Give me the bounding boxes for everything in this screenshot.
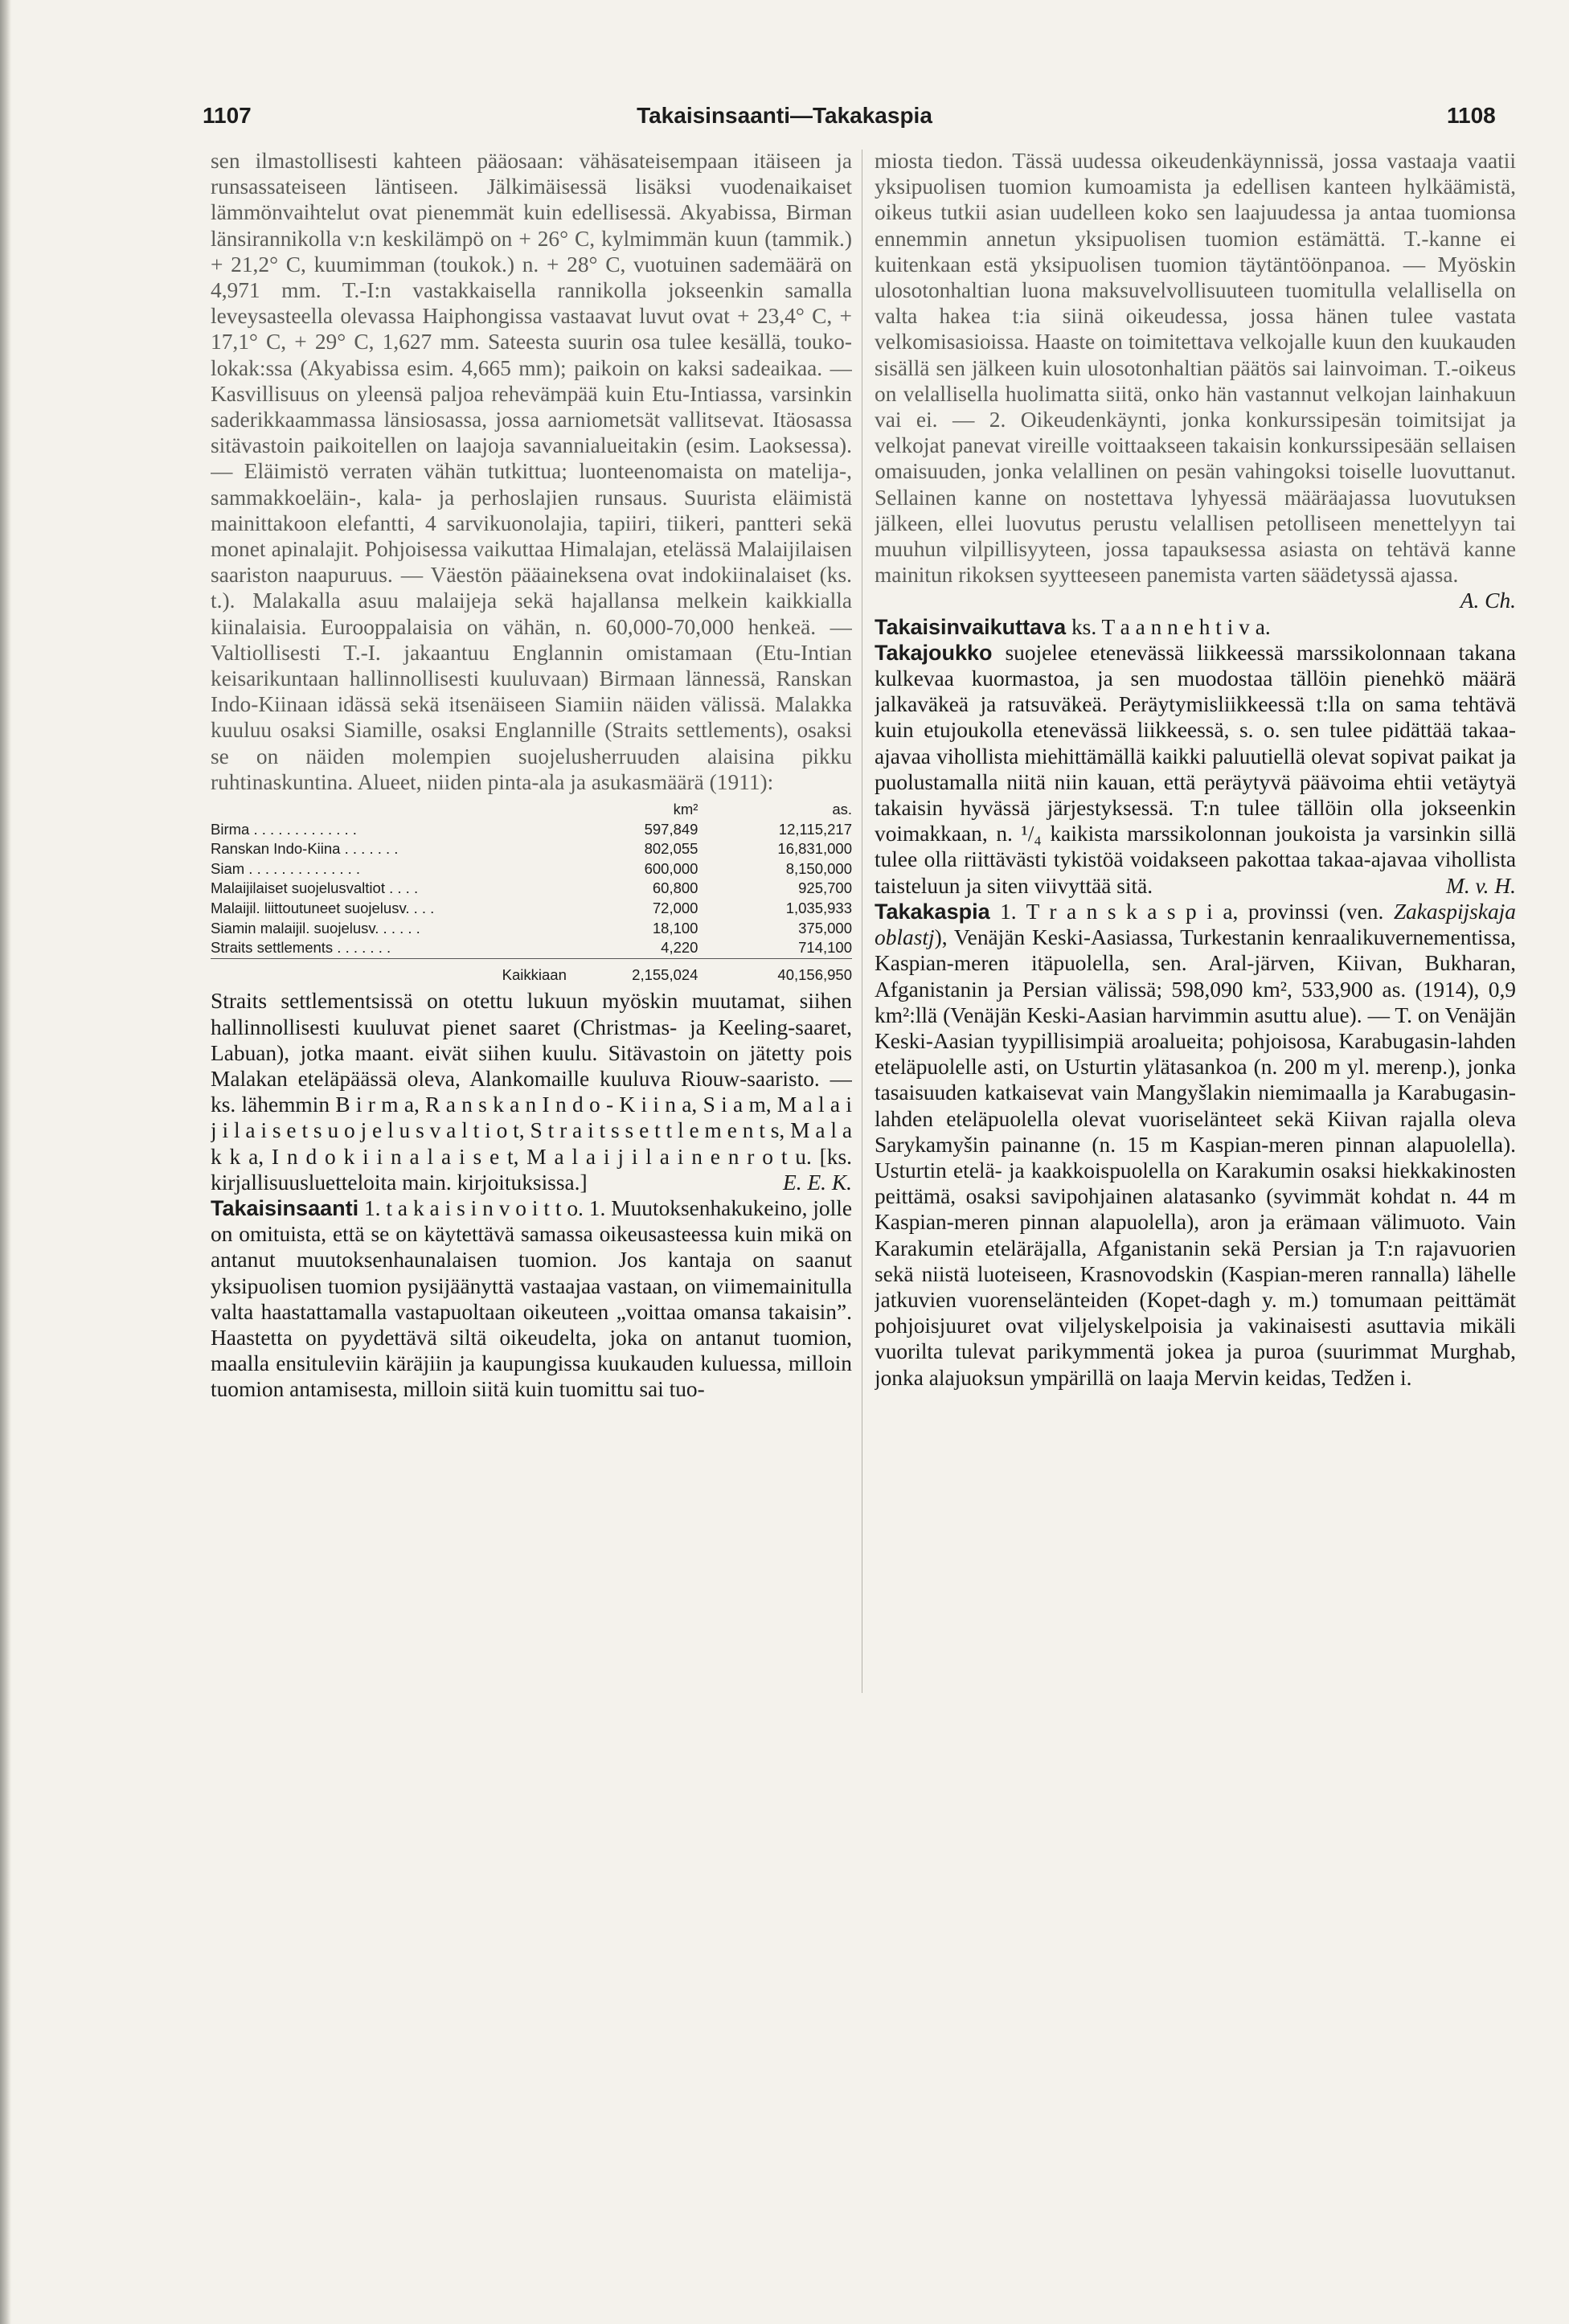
table-row	[211, 899, 852, 919]
article-continuation-text: sen ilmastollisesti kahteen pääosaan: vähäsateisempaan itäiseen ja runsassateiseen läntiseen. Jälkimäisessä lisäksi vuodenaikaiset lämmönvaihtelut ovat pienemmät kuin edellisessä. Akyabissa, Birman länsirannikolla v:n keskilämpö on + 26° C, kylmimmän kuun (tammik.) + 21,2° C, kuumimman (toukok.) n. + 28° C, vuotuinen sademäärä on 4,971 mm. T.-I:n vastakkaisella rannikolla jokseenkin samalla leveysasteella olevassa Haiphongissa vastaavat luvut ovat + 23,4° C, + 17,1° C, + 29° C, 1,627 mm. Sateesta suurin osa tulee kesällä, touko-lokak:ssa (Akyabissa esim. 4,665 mm); paikoin on kaksi sadeaikaa. — Kasvillisuus on yleensä paljoa rehevämpää kuin Etu-Intiassa, varsinkin saderikkaammassa länsiosassa, jossa aarniometsät vallitsevat. Itäosassa sitävastoin paikoitellen on laajoja savannialueitakin (esim. Laoksessa). — Eläimistö verraten vähän tutkittua; luonteenomaista on matelija-, sammakkoeläin-, kala- ja perhoslajien runsaus. Suurista eläimistä mainittakoon elefantti, 4 sarvikuonolajia, tapiiri, tiikeri, pantteri sekä monet apinalajit. Pohjoisessa vaikuttaa Himalajan, etelässä Malaijilaisen saariston naapuruus. — Väestön pääaineksena ovat indokiinalaiset (ks. t.). Malakalla asuu malaijeja sekä hajallansa melkein kaikkialla kiinalaisia. Eurooppalaisia on vähän, n. 60,000-70,000 henkeä. — Valtiollisesti T.-I. jakaantuu Englannin omistamaan (Etu-Intian keisarikuntaan hallinnollisesti kuuluvaan) Birmaan lännessä, Ranskan Indo-Kiinaan idässä sekä itsenäiseen Siamiin näiden välissä. Malakka kuuluu osaksi Siamille, osaksi Englannille (Straits settlements), osaksi se on näiden molempien suojelusherruuden alaisina pikku ruhtinaskuntina. Alueet, niiden pinta-ala ja asukasmäärä (1911):	[211, 149, 852, 794]
page-number-right: 1108	[1447, 103, 1496, 128]
region-area: 18,100	[652, 919, 698, 937]
entry-headword: Takaisinsaanti	[211, 1196, 359, 1221]
total-population: 40,156,950	[698, 958, 852, 985]
entry-takaisinsaanti	[211, 1195, 852, 1403]
entry-continuation	[875, 148, 1516, 613]
header-population: as.	[832, 801, 852, 818]
table-row	[211, 820, 852, 840]
table-row	[211, 859, 852, 879]
author-signature: E. E. K.	[783, 1170, 852, 1195]
entry-cross-reference: ks. T a a n n e h t i v a.	[1071, 614, 1271, 639]
entry-body: suojelee etenevässä liikkeessä marssikolonnaan takana kulkevaa kuormastoa, ja sen muodostaa tällöin pienehkö määrä jalkaväkeä ja ratsuväkeä. Peräytymisliikkeessä t:lla on sama tehtävä kuin etujoukolla etenevässä liikkeessä, s. o. sen tulee pidättää takaa-ajavaa vihollista miehittämällä kaikki paluutiellä olevat sopivat paikat ja puolustamalla niitä niin kauan, että peräytyvä päävoima ehtii vetäytyä takaisin hyvässä järjestyksessä. T:n tulee tällöin olla jokseenkin voimakkaan, n. ¹/₄ kaikista marssikolonnan joukoista ja varsinkin sillä tulee olla riittävästi tykistöä voidakseen pakottaa takaa-ajavaa vihollista taisteluun ja siten viivyttää sitä.	[875, 640, 1516, 898]
continuation-text: miosta tiedon. Tässä uudessa oikeudenkäynnissä, jossa vastaaja vaatii yksipuolisen tuomion kumoamista ja edellisen kanteen hylkäämistä, oikeus tutkii asian uudelleen koko sen laajuudessa ja antaa tuomionsa ennemmin annetun yksipuolisen tuomion estämättä. T.-kanne ei kuitenkaan estä yksipuolisen tuomion täytäntöönpanoa. — Myöskin ulosotonhaltian luona maksuvelvollisuuteen tuomitulla velallisella on valta hakea t:ia siinä oikeudessa, jossa hänen tulee vastata velkomisasioissa. Haaste on toimitettava velkojalle kuun den kuukauden sisällä sen jälkeen kuin ulosotonhaltian päätös sai lainvoiman. T.-oikeus on velallisella huolimatta siitä, onko hän vastannut velkojan lainhakuun vai ei. — 2. Oikeudenkäynti, jonka konkurssipesän toimitsijat ja velkojat panevat vireille voittaakseen takaisin konkurssipesään sellaisen omaisuuden, jonka velallinen on pesän vahingoksi toiselle luovuttanut. Sellainen kanne on nostettava lyhyessä määräajassa luovutuksen jälkeen, ellei luovutus perustu velallisen petolliseen menettelyyn tai muuhun vilpillisyyteen, jossa tapauksessa asiasta on tehtävä kanne mainitun rikoksen syytteeseen panemista varten säädetyssä ajassa.	[875, 149, 1516, 588]
region-name: Straits settlements . . . . . . .	[211, 939, 391, 957]
entry-takaisinvaikuttava	[875, 614, 1516, 640]
region-population: 375,000	[798, 919, 852, 937]
table-row	[211, 879, 852, 899]
table-row	[211, 919, 852, 939]
region-area: 597,849	[644, 820, 698, 838]
entry-cross-reference: T r a n s k a s p i a,	[1026, 899, 1239, 924]
running-title: Takaisinsaanti—Takakaspia	[637, 103, 932, 128]
entry-headword: Takaisinvaikuttava	[875, 614, 1067, 639]
entry-number: 1.	[1000, 899, 1017, 924]
area-population-table	[211, 800, 852, 985]
total-label: Kaikkiaan	[211, 958, 570, 985]
region-area: 802,055	[644, 840, 698, 858]
region-population: 8,150,000	[785, 859, 852, 877]
region-name: Birma . . . . . . . . . . . . .	[211, 820, 357, 838]
entry-russian-name: Zakaspijskaja oblastj	[875, 899, 1516, 950]
entry-body-part-b: ), Venäjän Keski-Aasiassa, Turkestanin kenraalikuvernementissa, Kaspian-meren itäpuolella, sen. Aral-järven, Kiivan, Bukharan, Afganistanin ja Persian välissä; 598,090 km², 533,900 as. (1914), 0,9 km²:llä (Venäjän Keski-Aasian harvimmin asuttu alue). — T. on Venäjän Keski-Aasian tyypillisimpiä aroalueita; pohjoisosa, Karabugasin-lahden eteläpuolelle asti, on Usturtin ylätasankoa (n. 200 m yl. merenp.), jonka tasaisuuden katkaisevat vain Mangyšlakin niemimaalla ja Karabugasin-lahden eteläpuolella olevat vuoriselänteet sekä Kiivan rajalla oleva Sarykamyšin painanne (n. 15 m Kaspian-meren pinnan alapuolella). Usturtin etelä- ja kaakkoispuolella on Karakumin osaksi hiekkakinosten peittämä, osaksi savipohjainen alatasanko (syvimmät kohdat n. 44 m Kaspian-meren pinnan alapuolella), aron ja erämaan välimuoto. Vain Karakumin eteläräjalla, Afganistanin sekä Persian ja T:n rajavuorien sekä niistä luoteiseen, Krasnovodskin (Kaspian-meren rannalla) lähelle jatkuvien vuorenselänteiden (Kopet-dagh y. m.) tomumaan peittämät pohjoisjuuret ovat viljelyskelpoisia ja vakinaisesti asuttavia mikäli vuorilta tulevat parikymmentä jokea ja puroa (suurimmat Murghab, jonka alajuoksun ympärillä on laaja Mervin keidas, Tedžen i.	[875, 925, 1516, 1390]
after-table-text: Straits settlementsissä on otettu lukuun myöskin muutamat, siihen hallinnollisesti kuuluvat pienet saaret (Christmas- ja Keeling-saaret, Labuan), jotka maant. eivät siihen kuulu. Sitävastoin on jätetty pois Malakan eteläpäässä oleva, Alankomaille kuuluva Riouw-saaristo. — ks. lähemmin B i r m a, R a n s k a n I n d o - K i i n a, S i a m, M a l a i j i l a i s e t s u o j e l u s v a l t i o t, S t r a i t s s e t t l e m e n t s, M a l a k k a, I n d o k i i n a l a i s e t, M a l a i j i l a i n e n r o t u. [ks. kirjallisuusluetteloita main. kirjoituksissa.]	[211, 989, 852, 1195]
region-name: Ranskan Indo-Kiina . . . . . . .	[211, 840, 399, 858]
region-name: Siamin malaijil. suojelusv. . . . . .	[211, 919, 420, 937]
region-population: 714,100	[798, 939, 852, 957]
author-signature: A. Ch.	[1460, 588, 1516, 613]
region-population: 925,700	[798, 879, 852, 897]
article-after-table	[211, 988, 852, 1195]
table-row	[211, 938, 852, 958]
total-area: 2,155,024	[570, 958, 698, 985]
region-name: Malaijilaiset suojelusvaltiot . . . .	[211, 879, 419, 897]
region-area: 60,800	[652, 879, 698, 897]
table-total-row	[211, 958, 852, 985]
region-population: 12,115,217	[778, 820, 852, 838]
entry-number: 1.	[363, 1196, 381, 1221]
entry-body: 1. Muutoksenhakukeino, jolle on omituista, että se on käytettävä samassa oikeusasteessa kuin mikä on antanut muutoksenhaunalaisen tuomion. Jos kantaja on saanut yksipuolisen tuomion pysijäänyttä vastaajaa vastaan, on viimemainitulla valta haastattamalla vastapuoltaan oikeuteen „voittaa omansa takaisin”. Haastetta on pyydettävä siltä oikeudelta, joka on antanut tuomion, maalla ensituleviin käräjiin ja kaupungissa kuukauden kuluessa, milloin tuomion antamisesta, milloin siitä kuin tuomittu sai tuo-	[211, 1196, 852, 1402]
page-number-left: 1107	[203, 103, 252, 128]
right-column	[875, 148, 1516, 2302]
entry-takakaspia	[875, 899, 1516, 1391]
author-signature: M. v. H.	[1446, 873, 1516, 898]
region-name: Malaijil. liittoutuneet suojelusv. . . .	[211, 900, 435, 917]
entry-takajoukko	[875, 640, 1516, 899]
table-row	[211, 839, 852, 859]
entry-cross-reference: t a k a i s i n v o i t t o.	[386, 1196, 584, 1221]
header-km2: km²	[673, 801, 698, 818]
left-column	[211, 148, 852, 2302]
entry-headword: Takakaspia	[875, 899, 990, 924]
region-population: 1,035,933	[785, 900, 852, 917]
table-header-row	[211, 800, 852, 820]
region-population: 16,831,000	[777, 840, 852, 858]
running-header	[0, 95, 1569, 143]
region-area: 72,000	[652, 900, 698, 917]
region-name: Siam . . . . . . . . . . . . . .	[211, 859, 361, 877]
scan-edge-strip	[0, 0, 11, 2324]
entry-body-part-a: provinssi (ven.	[1247, 899, 1384, 924]
entry-headword: Takajoukko	[875, 640, 993, 665]
region-area: 600,000	[644, 859, 698, 877]
region-area: 4,220	[661, 939, 698, 957]
